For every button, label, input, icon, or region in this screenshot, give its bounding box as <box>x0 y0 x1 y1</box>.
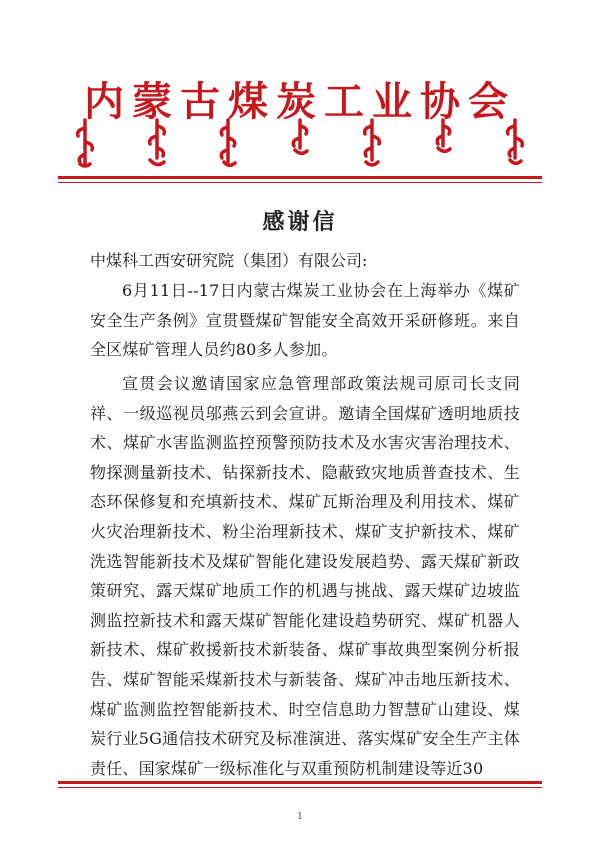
document-title: 感谢信 <box>262 209 338 235</box>
mongolian-word-2 <box>142 118 172 170</box>
page-number: 1 <box>297 812 303 822</box>
footer-rule-thin <box>58 787 542 788</box>
mongolian-word-4 <box>285 118 315 170</box>
mongolian-word-3 <box>213 118 243 170</box>
mongolian-script-logo <box>70 118 530 170</box>
mongolian-word-6 <box>428 118 458 170</box>
body-paragraph-1: 6月11日--17日内蒙古煤炭工业协会在上海举办《煤矿安全生产条例》宣贯暨煤矿智能安全高效开采研修班。来自全区煤矿管理人员约80多人参加。 <box>90 281 520 360</box>
header-rule-thick <box>58 176 542 179</box>
header-rule-thin <box>58 182 542 183</box>
mongolian-word-1 <box>70 118 100 170</box>
footer-rule-thick <box>58 781 542 784</box>
mongolian-word-7 <box>500 118 530 170</box>
addressee-line: 中煤科工西安研究院（集团）有限公司: <box>90 251 368 270</box>
letterhead-org-name: 内蒙古煤炭工业协会 <box>84 78 516 125</box>
body-paragraph-2: 宣贯会议邀请国家应急管理部政策法规司原司长支同祥、一级巡视员邬燕云到会宣讲。邀请全国煤矿透明地质技术、煤矿水害监测监控预警预防技术及水害灾害治理技术、物探测量新技术、钻探新技术、隐蔽致灾地质普查技术、生态环保修复和充填新技术、煤矿瓦斯治理及利用技术、煤矿火灾治理新技术、粉尘治理新技术、煤矿支护新技术、煤矿洗选智能新技术及煤矿智能化建设发展趋势、露天煤矿新政策研究、露天煤矿地质工作的机遇与挑战、露天煤矿边坡监测监控新技术和露天煤矿智能化建设趋势研究、煤矿机器人新技术、煤矿救援新技术新装备、煤矿事故典型案例分析报告、煤矿智能采煤新技术与新装备、煤矿冲击地压新技术、煤矿监测监控智能新技术、时空信息助力智慧矿山建设、煤炭行业5G通信技术研究及标准演进、落实煤矿安全生产主体责任、国家煤矿一级标准化与双重预防机制建设等近30 <box>90 374 520 778</box>
mongolian-word-5 <box>357 118 387 170</box>
